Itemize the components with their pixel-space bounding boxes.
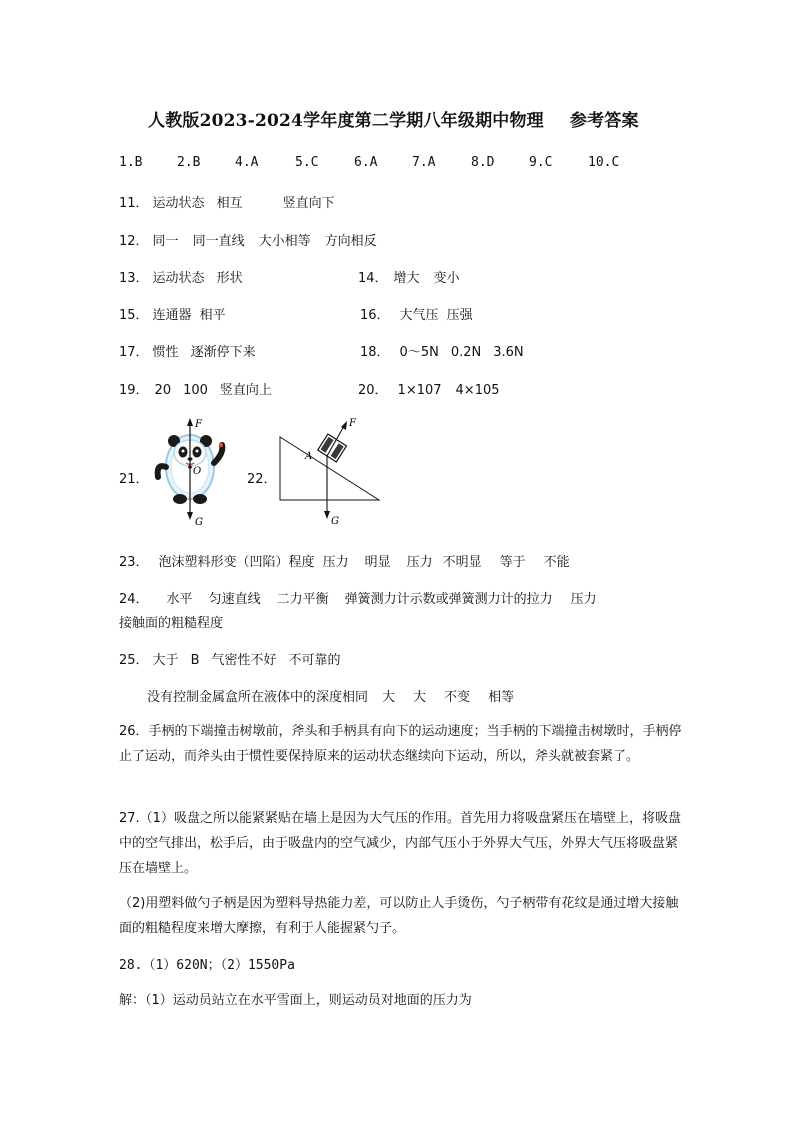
choice-2: 2.B [177,155,201,170]
label-G: G [195,517,203,527]
label-O: O [193,466,202,477]
answer-25-line2: 没有控制金属盒所在液体中的深度相同 大 大 不变 相等 [147,690,515,705]
answer-27-part1: 27.（1）吸盘之所以能紧紧贴在墙上是因为大气压的作用。首先用力将吸盘紧压在墙壁上，将吸盘中的空气排出，松手后，由于吸盘内的空气减少，内部气压小于外界大气压，外界大气压将吸盘紧压在墙壁上。 [119,811,681,876]
label-F: F [195,419,202,430]
incline-force-diagram [275,412,385,530]
page-title [148,106,639,131]
answer-28-result: 28.（1）620N；（2）1550Pa [119,958,295,973]
answer-11: 11． 运动状态 相互 竖直向下 [119,196,335,211]
answer-23: 23． 泡沫塑料形变（凹陷）程度 压力 明显 压力 不明显 等于 不能 [119,555,570,570]
answer-18: 18． 0～5N 0.2N 3.6N [360,345,524,360]
answer-24-line1: 24． 水平 匀速直线 二力平衡 弹簧测力计示数或弹簧测力计的拉力 压力 [119,592,597,607]
title-main: 人教版2023-2024学年度第二学期八年级期中物理 [148,111,544,131]
answer-21-label: 21． [119,472,149,487]
choice-1: 1.B [119,155,143,170]
panda-force-diagram [150,415,235,527]
choice-7: 7.A [412,155,436,170]
answer-14: 14． 增大 变小 [358,271,460,286]
label-F: F [349,418,356,429]
title-suffix: 参考答案 [569,111,639,131]
label-G: G [331,516,339,527]
choice-5: 5.C [295,155,319,170]
answer-15: 15． 连通器 相平 [119,308,226,323]
answer-22-label: 22． [247,472,277,487]
answer-27-part2: （2)用塑料做勺子柄是因为塑料导热能力差，可以防止人手烫伤，勺子柄带有花纹是通过增大接触面的粗糙程度来增大摩擦，有利于人能握紧勺子。 [119,896,679,936]
choice-8: 8.D [471,155,495,170]
answer-20: 20． 1×107 4×105 [358,383,500,398]
choice-9: 9.C [529,155,553,170]
answer-17: 17． 惯性 逐渐停下来 [119,345,256,360]
answer-16: 16． 大气压 压强 [360,308,473,323]
answer-19: 19． 20 100 竖直向上 [119,383,272,398]
center-point [188,465,192,469]
label-A: A [305,451,313,462]
choice-10: 10.C [588,155,620,170]
answer-25-line1: 25． 大于 B 气密性不好 不可靠的 [119,653,341,668]
choice-4: 4.A [235,155,259,170]
answer-24-line2: 接触面的粗糙程度 [119,616,224,631]
answer-12: 12． 同一 同一直线 大小相等 方向相反 [119,234,377,249]
answer-13: 13． 运动状态 形状 [119,271,243,286]
answer-28-solution: 解：（1）运动员站立在水平雪面上，则运动员对地面的压力为 [119,993,472,1008]
answer-26: 26．手柄的下端撞击树墩前，斧头和手柄具有向下的运动速度；当手柄的下端撞击树墩时，手柄停止了运动，而斧头由于惯性要保持原来的运动状态继续向下运动，所以，斧头就被套紧了。 [119,724,682,764]
choice-6: 6.A [354,155,378,170]
